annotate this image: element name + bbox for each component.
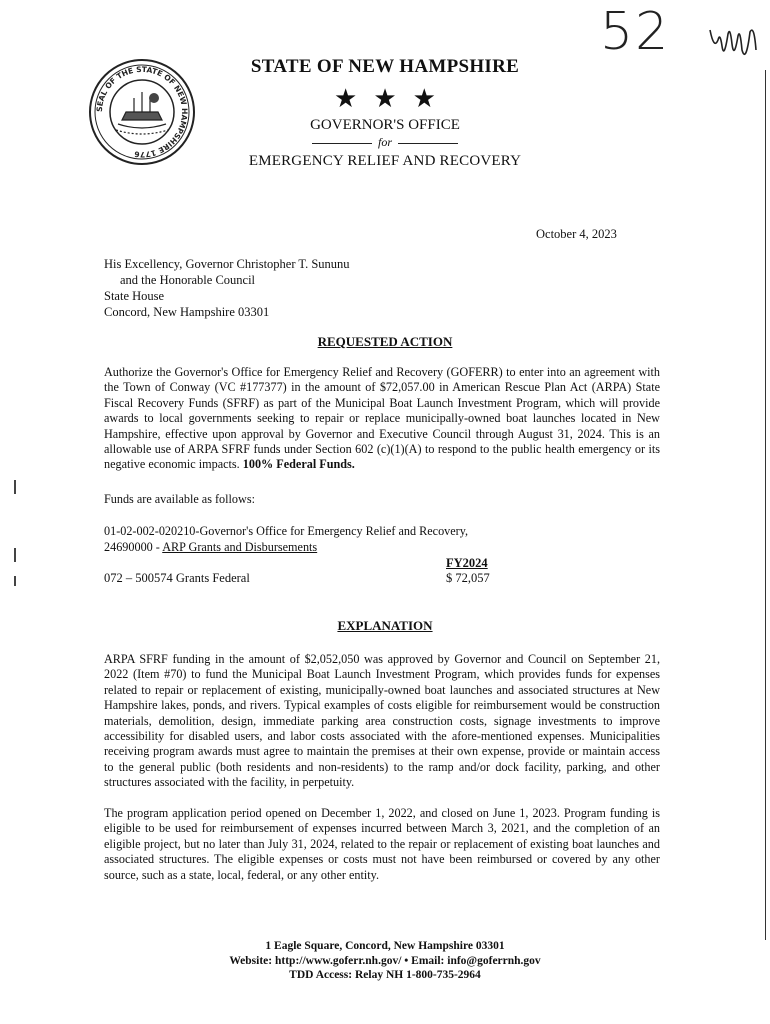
funds-intro: Funds are available as follows: (104, 492, 255, 506)
funds-account-line: 01-02-002-020210-Governor's Office for Emergency Relief and Recovery, (104, 524, 469, 538)
svg-text:SEAL OF THE STATE OF NEW HAMPS: SEAL OF THE STATE OF NEW HAMPSHIRE 1776 (94, 64, 190, 160)
letterhead-stars: ★★★ (334, 84, 452, 113)
scan-edge-line (765, 70, 766, 940)
letterhead-footer (0, 939, 770, 983)
funds-amount: $ 72,057 (446, 571, 490, 585)
letter-date: October 4, 2023 (536, 227, 617, 241)
footer-address: 1 Eagle Square, Concord, New Hampshire 03301 (265, 940, 505, 952)
scan-mark (14, 480, 16, 494)
letterhead-office-name: EMERGENCY RELIEF AND RECOVERY (248, 153, 522, 169)
explanation-heading: EXPLANATION (337, 618, 433, 633)
addressee-line: His Excellency, Governor Christopher T. Sununu (104, 257, 350, 271)
scan-mark (14, 548, 16, 562)
requested-action-heading: REQUESTED ACTION (317, 334, 453, 349)
letterhead-office: GOVERNOR'S OFFICE (310, 117, 460, 133)
handwritten-page-number: 52 (600, 2, 671, 62)
letterhead-state: STATE OF NEW HAMPSHIRE (250, 56, 520, 77)
requested-action-body: Authorize the Governor's Office for Emergency Relief and Recovery (GOFERR) to enter into an agreement with the Town of Conway (VC #177377) in the amount of $72,057.00 in American Rescue Plan Act (ARPA) State Fiscal Recovery Funds (SFRF) as part of the Municipal Boat Launch Investment Program, which will provide awards to local governments seeking to repair or replace municipally-owned boat launches located in New Hampshire, effective upon approval by Governor and Executive Council through August 31, 2024. This is an allowable use of ARPA SFRF funds under Section 602 (c)(1)(A) to respond to the public health emergency or its negative economic impacts. 100% Federal Funds. (104, 365, 660, 472)
footer-tdd: TDD Access: Relay NH 1-800-735-2964 (289, 969, 481, 981)
footer-website: Website: http://www.goferr.nh.gov/ • Email: info@goferrnh.gov (229, 954, 541, 967)
explanation-paragraph-1: ARPA SFRF funding in the amount of $2,052,050 was approved by Governor and Council on September 21, 2022 (Item #70) to fund the Municipal Boat Launch Investment Program, which provides funds for expenses related to repair or replacement of existing, municipally-owned boat launches and associated structures at New Hampshire lakes, ponds, and rivers. Typical examples of costs eligible for reimbursement would be construction materials, demolition, design, immediate parking area construction costs, signage investments to improve accessibility for disabled users, and labor costs associated with the afore-mentioned expenses. Municipalities receiving program awards must agree to maintain the premises at their own expense, provide or maintain access to the general public (both residents and non-residents) to the ramp and/or dock facility, parking, and other structures associated with the facility, in perpetuity. (104, 652, 660, 790)
explanation-paragraph-2: The program application period opened on December 1, 2022, and closed on June 1, 2023. Program funding is eligible to be used for reimbursement of expenses incurred between March 3, 2021, and the completion of an eligible project, but no later than July 31, 2024, related to the repair or replacement of existing boat launches and associated structures. The eligible expenses or costs must not have been reimbursed or covered by any other source, such as a state, local, federal, or any other entity. (104, 806, 660, 882)
addressee-line: and the Honorable Council (120, 273, 256, 287)
letterhead-for: for (0, 135, 770, 150)
addressee-line: Concord, New Hampshire 03301 (104, 305, 270, 319)
addressee-block (104, 256, 350, 320)
scan-mark (14, 576, 16, 586)
addressee-line: State House (104, 289, 165, 303)
funds-line-item: 072 – 500574 Grants Federal (104, 571, 250, 585)
fiscal-year-label: FY2024 (446, 556, 488, 570)
funds-account-code: 24690000 - ARP Grants and Disbursements (104, 540, 318, 554)
